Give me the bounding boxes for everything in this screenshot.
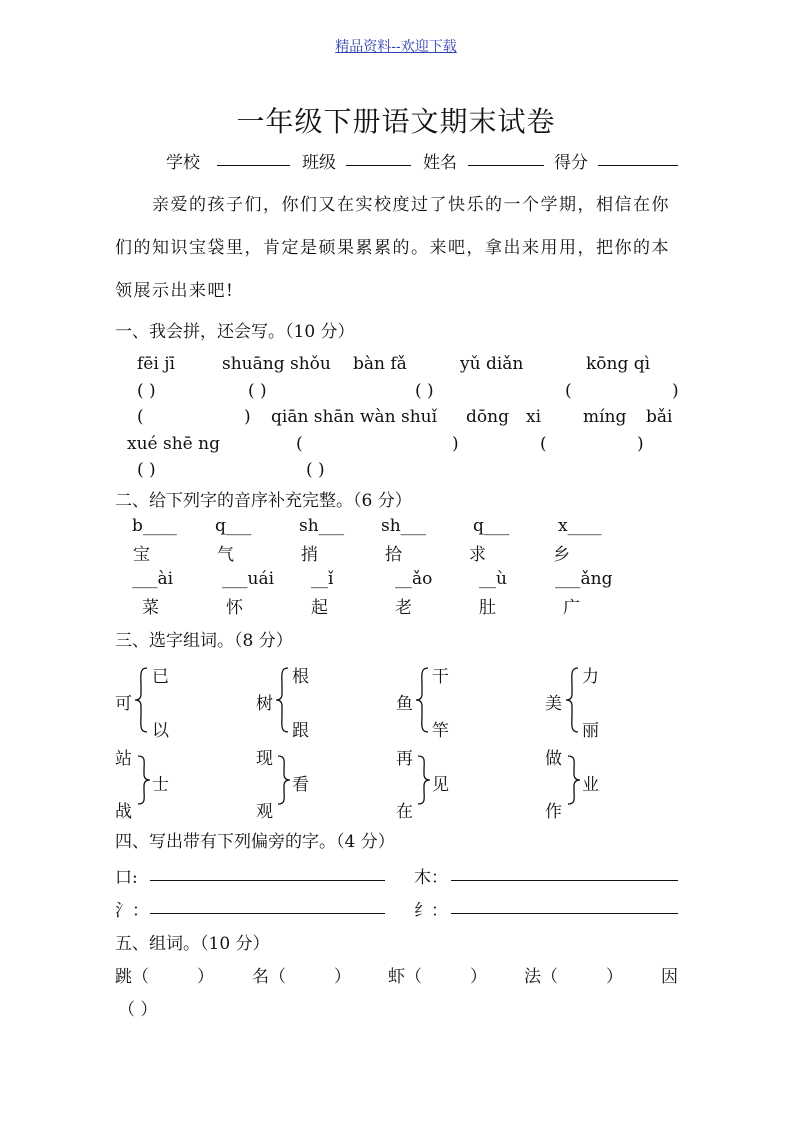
section2-heading: 二、给下列字的音序补充完整。（6 分） [115, 491, 412, 511]
option-character[interactable]: 力 [582, 667, 599, 687]
school-blank[interactable] [217, 165, 290, 166]
answer-blank[interactable]: ( ) [137, 381, 156, 401]
option-character[interactable]: 再 [396, 749, 413, 769]
character: 捎 [301, 545, 318, 565]
character: 拾 [385, 545, 402, 565]
initial-blank[interactable]: x____ [558, 516, 602, 536]
answer-blank[interactable]: ( ) [137, 460, 156, 480]
base-character: 可 [115, 694, 132, 714]
right-brace-icon [136, 754, 152, 806]
character: 广 [563, 598, 580, 618]
intro-line-1: 亲爱的孩子们，你们又在实校度过了快乐的一个学期，相信在你 [152, 195, 670, 215]
left-brace-icon [414, 666, 430, 734]
option-character[interactable]: 跟 [292, 721, 309, 741]
left-brace-icon [274, 666, 290, 734]
option-character[interactable]: 丽 [582, 721, 599, 741]
pinyin-kongqi: kōng qì [586, 354, 651, 374]
pinyin-xi: xi [526, 407, 542, 427]
initial-blank[interactable]: ___uái [222, 569, 275, 589]
character: 宝 [133, 545, 150, 565]
section4-heading: 四、写出带有下列偏旁的字。（4 分） [115, 832, 395, 852]
word-prompt-close[interactable]: ） [470, 967, 487, 987]
initial-blank[interactable]: q___ [215, 516, 252, 536]
character: 求 [469, 545, 486, 565]
shared-character: 士 [152, 775, 169, 795]
option-character[interactable]: 根 [292, 667, 309, 687]
answer-blank-close[interactable]: ) [452, 434, 459, 454]
character: 乡 [553, 545, 570, 565]
answer-blank-close[interactable]: ) [672, 381, 679, 401]
base-character: 树 [256, 694, 273, 714]
word-prompt-close[interactable]: ） [334, 967, 351, 987]
pinyin-dong: dōng [466, 407, 509, 427]
radical-label: 口: [115, 868, 138, 888]
intro-line-2: 们的知识宝袋里，肯定是硕果累累的。来吧，拿出来用用，把你的本 [115, 238, 670, 258]
pinyin-yudian: yǔ diǎn [460, 354, 524, 374]
class-blank[interactable] [346, 165, 411, 166]
class-label: 班级 [302, 153, 336, 173]
word-prompt[interactable]: 跳（ [115, 967, 149, 987]
base-character: 鱼 [396, 694, 413, 714]
right-brace-icon [416, 754, 432, 806]
section1-heading: 一、我会拼，还会写。（10 分） [115, 322, 355, 342]
initial-blank[interactable]: __ǎo [395, 569, 433, 589]
pinyin-ming: míng [583, 407, 627, 427]
answer-blank-open[interactable]: ( [565, 381, 572, 401]
pinyin-xuesheng: xué shē ng [127, 434, 220, 454]
right-brace-icon [276, 754, 292, 806]
name-label: 姓名 [423, 153, 457, 173]
word-prompt-close[interactable]: ） [197, 967, 214, 987]
shared-character: 业 [582, 775, 599, 795]
pinyin-shuangshou: shuāng shǒu [222, 354, 331, 374]
initial-blank[interactable]: ___ài [132, 569, 174, 589]
answer-blank-open[interactable]: ( [296, 434, 303, 454]
school-label: 学校 [166, 153, 200, 173]
radical-answer-line[interactable] [451, 913, 678, 914]
word-prompt-close[interactable]: ） [606, 967, 623, 987]
radical-label: 氵： [115, 901, 149, 921]
initial-blank[interactable]: __ù [479, 569, 507, 589]
initial-blank[interactable]: sh___ [381, 516, 427, 536]
option-character[interactable]: 在 [396, 802, 413, 822]
initial-blank[interactable]: __ǐ [311, 569, 334, 589]
radical-answer-line[interactable] [150, 880, 385, 881]
radical-label: 木： [414, 868, 448, 888]
option-character[interactable]: 作 [545, 802, 562, 822]
base-character: 美 [545, 694, 562, 714]
answer-blank[interactable]: ( ) [415, 381, 434, 401]
answer-blank-open[interactable]: ( [540, 434, 547, 454]
left-brace-icon [133, 666, 149, 734]
answer-blank-open[interactable]: ( [137, 407, 144, 427]
word-prompt-blank[interactable]: （ ） [118, 1000, 158, 1020]
character: 菜 [142, 598, 159, 618]
shared-character: 见 [432, 775, 449, 795]
left-brace-icon [564, 666, 580, 734]
initial-blank[interactable]: q___ [473, 516, 510, 536]
option-character[interactable]: 竿 [432, 721, 449, 741]
score-label: 得分 [554, 153, 588, 173]
answer-blank-close[interactable]: ) [637, 434, 644, 454]
page-title: 一年级下册语文期末试卷 [236, 105, 556, 138]
answer-blank[interactable]: ( ) [306, 460, 325, 480]
character: 老 [395, 598, 412, 618]
option-character[interactable]: 干 [432, 667, 449, 687]
option-character[interactable]: 已 [152, 667, 169, 687]
right-brace-icon [566, 754, 582, 806]
radical-label: 纟： [414, 901, 448, 921]
word-prompt[interactable]: 名（ [252, 967, 286, 987]
character: 起 [311, 598, 328, 618]
character: 肚 [479, 598, 496, 618]
initial-blank[interactable]: b____ [132, 516, 177, 536]
character: 怀 [226, 598, 243, 618]
option-character[interactable]: 观 [256, 802, 273, 822]
initial-blank[interactable]: ___ǎng [555, 569, 613, 589]
pinyin-banfa: bàn fǎ [353, 354, 407, 374]
word-prompt[interactable]: 法（ [524, 967, 558, 987]
intro-line-3: 领展示出来吧! [115, 281, 235, 301]
answer-blank-close[interactable]: ) [244, 407, 251, 427]
pinyin-qianshanwanshui: qiān shān wàn shuǐ [271, 407, 438, 427]
option-character[interactable]: 以 [152, 721, 169, 741]
section5-heading: 五、组词。（10 分） [115, 934, 270, 954]
radical-answer-line[interactable] [150, 913, 385, 914]
word-prompt[interactable]: 因 [661, 967, 678, 987]
section3-heading: 三、选字组词。（8 分） [115, 631, 293, 651]
option-character[interactable]: 站 [115, 749, 132, 769]
option-character[interactable]: 战 [115, 802, 132, 822]
pinyin-feiji: fēi jī [137, 354, 175, 374]
answer-blank[interactable]: ( ) [248, 381, 267, 401]
initial-blank[interactable]: sh___ [299, 516, 345, 536]
name-blank[interactable] [468, 165, 544, 166]
option-character[interactable]: 现 [256, 749, 273, 769]
score-blank[interactable] [598, 165, 678, 166]
radical-answer-line[interactable] [451, 880, 678, 881]
character: 气 [217, 545, 234, 565]
header-link[interactable]: 精品资料--欢迎下载 [335, 39, 457, 55]
option-character[interactable]: 做 [545, 749, 562, 769]
word-prompt[interactable]: 虾（ [388, 967, 422, 987]
shared-character: 看 [292, 775, 309, 795]
pinyin-bai: bǎi [646, 407, 673, 427]
